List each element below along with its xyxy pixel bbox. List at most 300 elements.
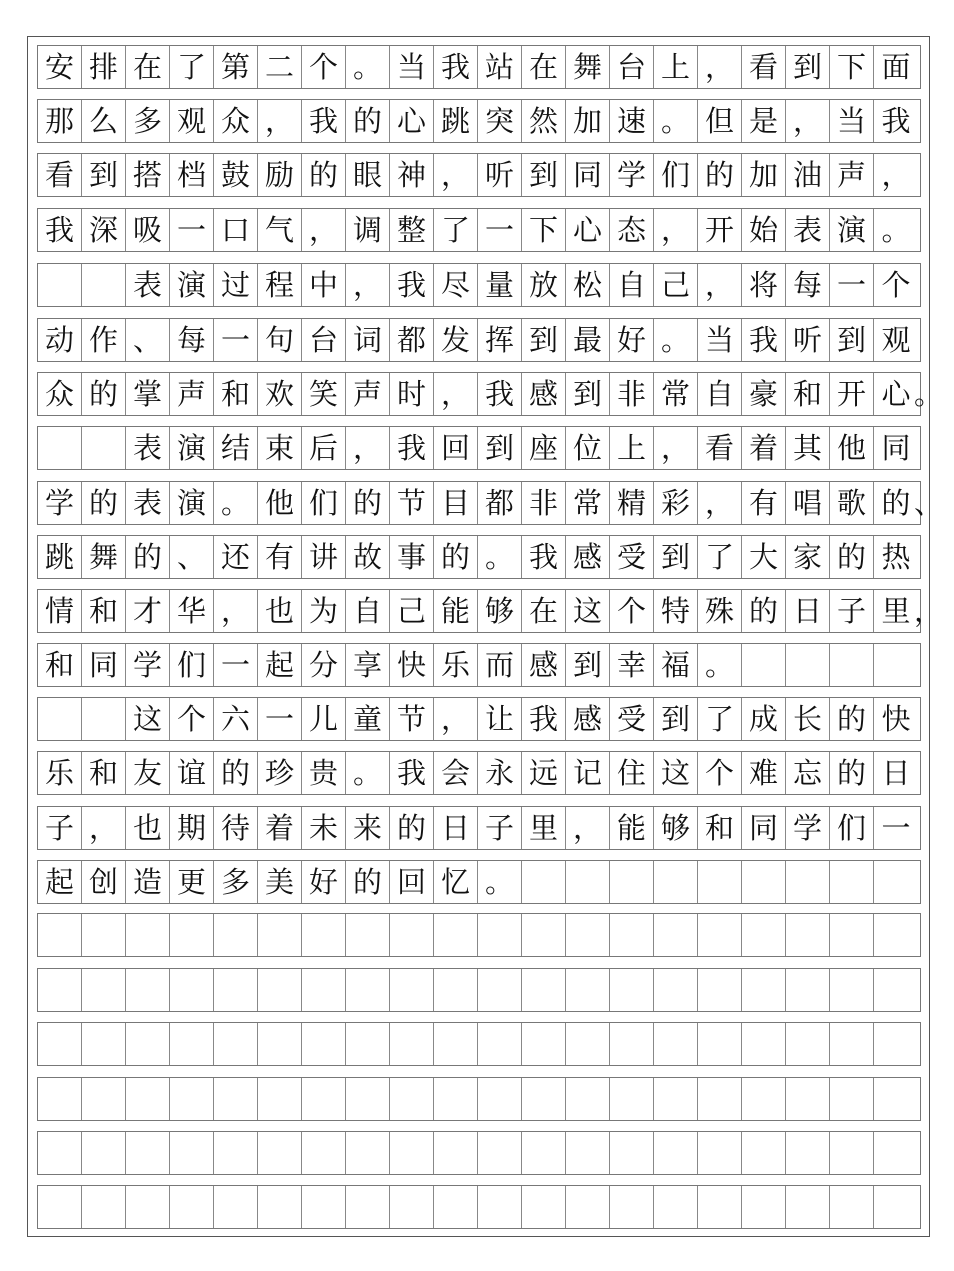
grid-cell (302, 1023, 346, 1065)
grid-cell (786, 1023, 830, 1065)
grid-cell (654, 1078, 698, 1120)
grid-cell (346, 1078, 390, 1120)
grid-cell: 一 (881, 811, 911, 845)
grid-cell: 跳 (434, 100, 478, 142)
margin-punctuation: 。 (914, 377, 944, 411)
grid-cell (874, 1132, 918, 1174)
grid-cell: 日 (434, 807, 478, 849)
grid-cell: 永 (478, 752, 522, 794)
grid-cell (698, 861, 742, 903)
grid-cell: 我 (390, 264, 434, 306)
grid-cell: 福 (654, 644, 698, 686)
grid-cell: 的 (126, 536, 170, 578)
grid-row (37, 860, 921, 904)
grid-cell: 。 (346, 752, 390, 794)
grid-cell: 和 (698, 807, 742, 849)
grid-cell (214, 1132, 258, 1174)
margin-punctuation: 、 (914, 486, 944, 520)
grid-cell: 尽 (434, 264, 478, 306)
grid-cell (654, 1023, 698, 1065)
grid-cell (698, 1023, 742, 1065)
grid-cell: 长 (786, 698, 830, 740)
grid-cell: 这 (126, 698, 170, 740)
grid-cell: 当 (698, 319, 742, 361)
grid-cell: 期 (170, 807, 214, 849)
grid-cell: 发 (434, 319, 478, 361)
grid-cell: 学 (610, 154, 654, 196)
grid-cell (830, 1186, 874, 1228)
grid-cell: 量 (478, 264, 522, 306)
grid-cell: 受 (610, 536, 654, 578)
grid-cell (38, 264, 82, 306)
grid-cell: 六 (214, 698, 258, 740)
grid-row (37, 697, 921, 741)
grid-cell: 家 (786, 536, 830, 578)
grid-cell: ， (654, 427, 698, 469)
grid-cell: ， (82, 807, 126, 849)
grid-cell: 心 (566, 209, 610, 251)
grid-cell: 每 (786, 264, 830, 306)
grid-cell (654, 861, 698, 903)
grid-cell: 众 (38, 373, 82, 415)
grid-row (37, 1185, 921, 1229)
grid-cell: 心 (390, 100, 434, 142)
grid-cell: 还 (214, 536, 258, 578)
grid-cell: 当 (830, 100, 874, 142)
grid-cell: 日 (881, 756, 911, 790)
grid-cell (698, 969, 742, 1011)
grid-cell: 的 (82, 482, 126, 524)
grid-cell: 同 (82, 644, 126, 686)
grid-cell (82, 1023, 126, 1065)
grid-cell: 舞 (82, 536, 126, 578)
grid-cell (830, 644, 874, 686)
grid-cell: 着 (258, 807, 302, 849)
grid-cell: 的 (830, 698, 874, 740)
grid-cell: 松 (566, 264, 610, 306)
grid-cell: 后 (302, 427, 346, 469)
grid-cell: 油 (786, 154, 830, 196)
grid-cell: 态 (610, 209, 654, 251)
grid-cell (82, 914, 126, 956)
grid-cell (566, 1023, 610, 1065)
grid-cell: 下 (830, 46, 874, 88)
grid-cell (786, 1132, 830, 1174)
grid-cell: 个 (610, 590, 654, 632)
grid-cell (82, 1186, 126, 1228)
grid-cell (874, 914, 918, 956)
grid-cell (346, 969, 390, 1011)
grid-cell: 让 (478, 698, 522, 740)
grid-cell: 、 (170, 536, 214, 578)
grid-cell: 然 (522, 100, 566, 142)
grid-cell: ， (698, 46, 742, 88)
grid-cell: 看 (742, 46, 786, 88)
grid-cell: 造 (126, 861, 170, 903)
grid-cell: 深 (82, 209, 126, 251)
grid-cell (258, 969, 302, 1011)
grid-cell: 调 (346, 209, 390, 251)
grid-cell (610, 969, 654, 1011)
grid-cell: ， (302, 209, 346, 251)
grid-cell (258, 1186, 302, 1228)
grid-cell: 好 (610, 319, 654, 361)
grid-cell: 未 (302, 807, 346, 849)
grid-cell: 的 (390, 807, 434, 849)
grid-cell: 和 (82, 752, 126, 794)
grid-cell: 声 (830, 154, 874, 196)
grid-cell: 一 (214, 644, 258, 686)
grid-cell: 掌 (126, 373, 170, 415)
grid-cell: 个 (302, 46, 346, 88)
grid-cell: 。 (881, 213, 911, 247)
grid-cell (170, 914, 214, 956)
grid-cell (170, 1186, 214, 1228)
grid-cell (258, 1023, 302, 1065)
grid-cell (786, 914, 830, 956)
grid-cell: 快 (881, 702, 911, 736)
grid-cell: 个 (881, 268, 911, 302)
grid-cell: 自 (698, 373, 742, 415)
grid-cell (346, 1132, 390, 1174)
grid-cell: 感 (566, 698, 610, 740)
grid-cell (346, 1023, 390, 1065)
grid-cell: 演 (170, 482, 214, 524)
grid-cell (786, 861, 830, 903)
grid-cell: 美 (258, 861, 302, 903)
grid-cell: 学 (126, 644, 170, 686)
grid-cell: 精 (610, 482, 654, 524)
grid-cell: 的 (346, 482, 390, 524)
grid-cell (874, 1186, 918, 1228)
grid-cell: 一 (214, 319, 258, 361)
grid-cell: 这 (654, 752, 698, 794)
grid-cell: 一 (258, 698, 302, 740)
grid-cell: 热 (881, 540, 911, 574)
grid-cell (786, 1078, 830, 1120)
grid-cell: 整 (390, 209, 434, 251)
grid-cell (38, 1186, 82, 1228)
grid-cell: 的 (82, 373, 126, 415)
grid-cell: 更 (170, 861, 214, 903)
grid-cell (38, 1078, 82, 1120)
grid-cell (478, 1186, 522, 1228)
grid-cell: 的 (302, 154, 346, 196)
grid-row (37, 1022, 921, 1066)
grid-cell: 当 (390, 46, 434, 88)
grid-cell: 心 。 (874, 373, 918, 415)
grid-cell: 节 (390, 482, 434, 524)
grid-cell: 儿 (302, 698, 346, 740)
grid-cell (698, 914, 742, 956)
grid-cell: 一 (170, 209, 214, 251)
grid-row (37, 318, 921, 362)
grid-cell (82, 698, 126, 740)
grid-cell: 的 、 (874, 482, 918, 524)
grid-cell: 子 (830, 590, 874, 632)
grid-cell: 节 (390, 698, 434, 740)
grid-cell: 气 (258, 209, 302, 251)
grid-cell (170, 1132, 214, 1174)
grid-row (37, 1077, 921, 1121)
grid-cell: ， (258, 100, 302, 142)
grid-cell: 多 (214, 861, 258, 903)
grid-cell: 的 (830, 536, 874, 578)
grid-cell (786, 969, 830, 1011)
grid-cell (742, 1078, 786, 1120)
grid-cell: 我 (742, 319, 786, 361)
grid-cell (126, 1078, 170, 1120)
grid-cell (390, 969, 434, 1011)
grid-cell: 。 (654, 100, 698, 142)
grid-cell: 观 (170, 100, 214, 142)
grid-cell: 们 (302, 482, 346, 524)
grid-cell: ， (881, 158, 911, 192)
grid-cell: 笑 (302, 373, 346, 415)
grid-cell (610, 1186, 654, 1228)
grid-cell: 了 (698, 536, 742, 578)
grid-cell: 己 (654, 264, 698, 306)
grid-cell (654, 1186, 698, 1228)
grid-cell (830, 969, 874, 1011)
grid-cell: 欢 (258, 373, 302, 415)
grid-cell: 站 (478, 46, 522, 88)
grid-cell: 神 (390, 154, 434, 196)
grid-cell (566, 914, 610, 956)
grid-cell: 众 (214, 100, 258, 142)
grid-cell (874, 861, 918, 903)
grid-row (37, 208, 921, 252)
grid-cell: 友 (126, 752, 170, 794)
grid-cell: 这 (566, 590, 610, 632)
grid-cell: 表 (126, 482, 170, 524)
grid-cell (830, 914, 874, 956)
grid-cell: 。 (478, 861, 522, 903)
grid-row (37, 99, 921, 143)
grid-cell (214, 914, 258, 956)
grid-cell: 励 (258, 154, 302, 196)
grid-cell (742, 861, 786, 903)
grid-cell: 都 (478, 482, 522, 524)
grid-cell: 舞 (566, 46, 610, 88)
grid-cell (38, 1132, 82, 1174)
grid-cell: 台 (302, 319, 346, 361)
grid-cell: 同 (881, 431, 911, 465)
grid-cell: 自 (346, 590, 390, 632)
grid-cell (566, 1132, 610, 1174)
grid-cell: 在 (522, 46, 566, 88)
grid-cell: 始 (742, 209, 786, 251)
grid-cell: 了 (434, 209, 478, 251)
grid-cell: ， (654, 209, 698, 251)
grid-cell: 的 (346, 100, 390, 142)
grid-cell (434, 1132, 478, 1174)
grid-cell: 是 (742, 100, 786, 142)
grid-cell: 和 (38, 644, 82, 686)
grid-cell: 成 (742, 698, 786, 740)
grid-cell: 常 (654, 373, 698, 415)
grid-cell: 的 (830, 752, 874, 794)
grid-cell: 看 (38, 154, 82, 196)
grid-cell: 到 (654, 698, 698, 740)
grid-cell: 起 (38, 861, 82, 903)
grid-cell (786, 1186, 830, 1228)
grid-cell: 吸 (126, 209, 170, 251)
grid-cell (566, 861, 610, 903)
grid-cell: 但 (698, 100, 742, 142)
grid-cell (874, 644, 918, 686)
grid-cell: 声 (346, 373, 390, 415)
grid-cell (38, 914, 82, 956)
grid-cell: 们 (654, 154, 698, 196)
grid-cell (830, 1078, 874, 1120)
grid-row (37, 535, 921, 579)
grid-cell: 够 (654, 807, 698, 849)
grid-cell (698, 1132, 742, 1174)
grid-cell: 第 (214, 46, 258, 88)
grid-cell: 。 (478, 536, 522, 578)
grid-cell (126, 1132, 170, 1174)
grid-cell: 最 (566, 319, 610, 361)
grid-cell: 下 (522, 209, 566, 251)
grid-cell: 快 (390, 644, 434, 686)
grid-cell: 唱 (786, 482, 830, 524)
grid-cell: 华 (170, 590, 214, 632)
grid-cell: 看 (698, 427, 742, 469)
grid-cell: 我 (390, 427, 434, 469)
grid-cell (38, 427, 82, 469)
grid-cell: 那 (38, 100, 82, 142)
grid-cell: 眼 (346, 154, 390, 196)
grid-cell (742, 644, 786, 686)
grid-cell: 跳 (38, 536, 82, 578)
grid-cell (874, 1078, 918, 1120)
grid-cell: ， (786, 100, 830, 142)
grid-cell (126, 969, 170, 1011)
grid-cell: 忆 (434, 861, 478, 903)
grid-cell: ， (346, 264, 390, 306)
grid-cell: 每 (170, 319, 214, 361)
grid-cell: 忘 (786, 752, 830, 794)
grid-cell: 里 ， (874, 590, 918, 632)
grid-cell: 到 (830, 319, 874, 361)
grid-cell: 们 (830, 807, 874, 849)
grid-cell: 时 (390, 373, 434, 415)
grid-cell: 档 (170, 154, 214, 196)
grid-cell: 非 (522, 482, 566, 524)
grid-cell: 演 (170, 427, 214, 469)
grid-cell (82, 1132, 126, 1174)
grid-cell: 束 (258, 427, 302, 469)
grid-cell: 的 (742, 590, 786, 632)
grid-cell: 彩 (654, 482, 698, 524)
grid-cell: 远 (522, 752, 566, 794)
grid-cell (874, 1023, 918, 1065)
grid-cell (610, 1132, 654, 1174)
grid-cell (610, 861, 654, 903)
grid-cell: 多 (126, 100, 170, 142)
grid-cell: 突 (478, 100, 522, 142)
grid-cell: ， (434, 698, 478, 740)
grid-cell: 珍 (258, 752, 302, 794)
grid-cell: 豪 (742, 373, 786, 415)
grid-cell: 自 (610, 264, 654, 306)
grid-cell: 到 (82, 154, 126, 196)
grid-cell: 们 (170, 644, 214, 686)
grid-cell: 台 (610, 46, 654, 88)
grid-cell: 加 (742, 154, 786, 196)
grid-cell: 会 (434, 752, 478, 794)
grid-cell: 面 (881, 50, 911, 84)
grid-cell (522, 1132, 566, 1174)
grid-cell: 声 (170, 373, 214, 415)
grid-cell (742, 1132, 786, 1174)
grid-cell: 么 (82, 100, 126, 142)
grid-cell (522, 914, 566, 956)
grid-cell (434, 969, 478, 1011)
grid-cell: 词 (346, 319, 390, 361)
grid-cell: 他 (830, 427, 874, 469)
grid-row (37, 263, 921, 307)
grid-cell: 句 (258, 319, 302, 361)
grid-cell (874, 969, 918, 1011)
grid-cell: 都 (390, 319, 434, 361)
grid-cell: 表 (126, 427, 170, 469)
grid-cell: 事 (390, 536, 434, 578)
grid-cell: 表 (786, 209, 830, 251)
grid-cell: ， (434, 373, 478, 415)
grid-cell (214, 1078, 258, 1120)
grid-cell: 。 (654, 319, 698, 361)
grid-cell (830, 861, 874, 903)
grid-cell: 的 (698, 154, 742, 196)
grid-cell: 有 (742, 482, 786, 524)
grid-row (37, 153, 921, 197)
grid-cell: 享 (346, 644, 390, 686)
grid-cell (346, 1186, 390, 1228)
grid-cell: 程 (258, 264, 302, 306)
grid-row (37, 806, 921, 850)
grid-cell: 我 (38, 209, 82, 251)
grid-cell: 二 (258, 46, 302, 88)
grid-cell: 而 (478, 644, 522, 686)
grid-cell: 中 (302, 264, 346, 306)
grid-row (37, 372, 944, 416)
grid-cell: 幸 (610, 644, 654, 686)
grid-cell: 分 (302, 644, 346, 686)
grid-cell: 能 (434, 590, 478, 632)
grid-cell: 速 (610, 100, 654, 142)
grid-cell: 我 (434, 46, 478, 88)
grid-cell: 歌 (830, 482, 874, 524)
grid-cell: 待 (214, 807, 258, 849)
grid-cell (654, 1132, 698, 1174)
grid-cell: ， (698, 482, 742, 524)
grid-cell (170, 969, 214, 1011)
grid-cell (522, 1078, 566, 1120)
grid-cell: 开 (698, 209, 742, 251)
grid-cell: 够 (478, 590, 522, 632)
grid-cell: 结 (214, 427, 258, 469)
grid-cell: 放 (522, 264, 566, 306)
grid-row (37, 968, 921, 1012)
grid-cell: 也 (258, 590, 302, 632)
grid-cell: 难 (742, 752, 786, 794)
grid-cell: 的 (434, 536, 478, 578)
grid-cell (478, 969, 522, 1011)
grid-cell: 同 (566, 154, 610, 196)
grid-cell: 我 (881, 104, 911, 138)
